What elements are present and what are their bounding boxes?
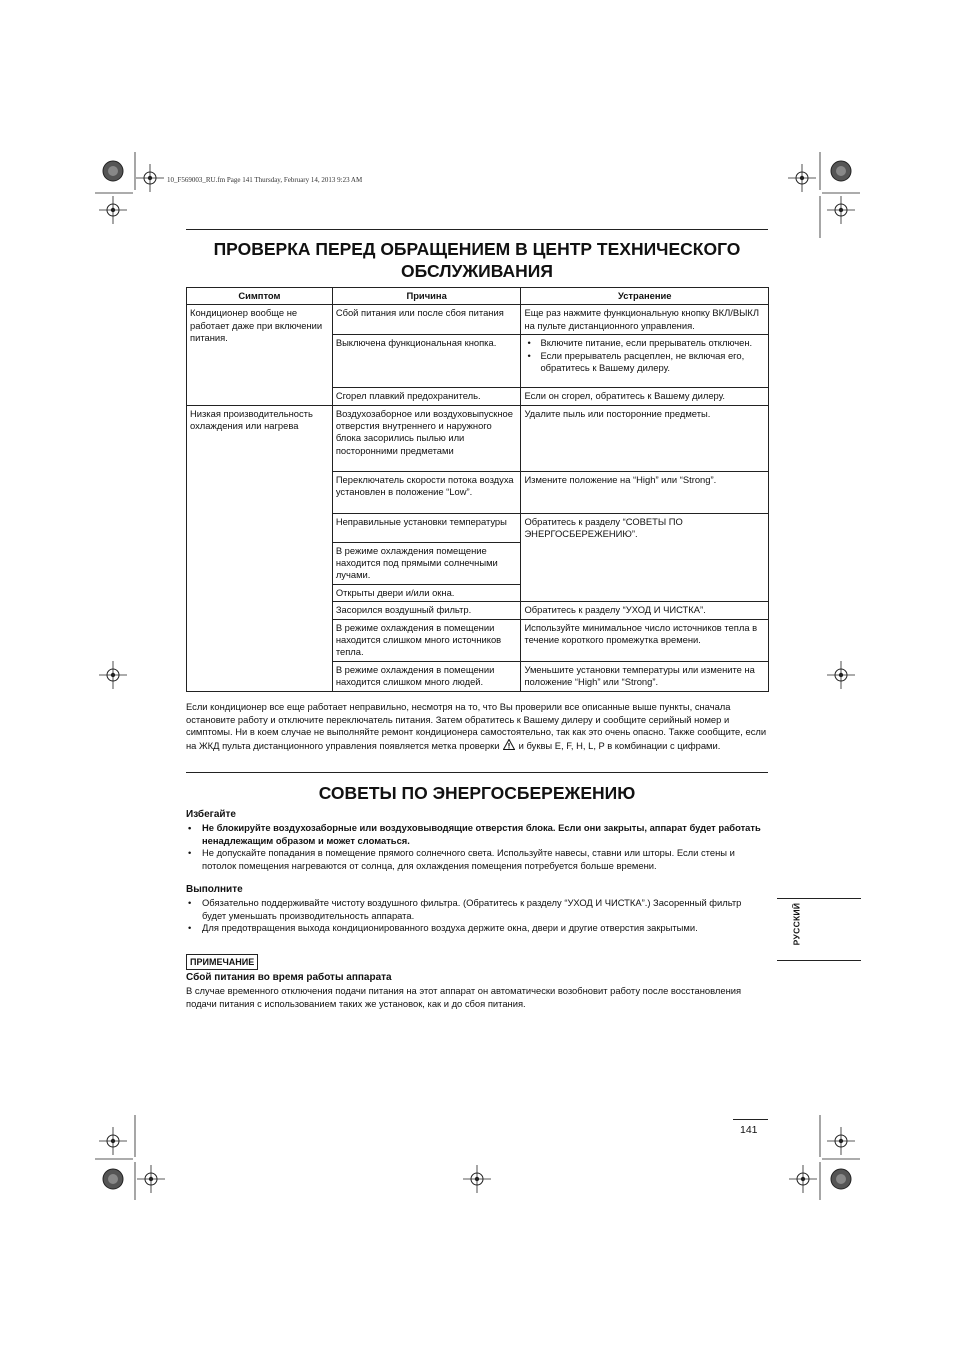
remedy-cell: Уменьшите установки температуры или измените на положение “High” или “Strong”. [521,661,769,691]
cause-cell: Воздухозаборное или воздуховыпускное отверстия внутреннего и наружного блока засорились пылью или посторонними предметами [332,405,521,471]
cause-cell: В режиме охлаждения помещение находится под прямыми солнечными лучами. [332,542,521,584]
symptom-cell: Кондиционер вообще не работает даже при включении питания. [187,305,333,405]
do-item: • Обязательно поддерживайте чистоту воздушного фильтра. (Обратитесь к разделу “УХОД И ЧИСТКА”.) Засоренный фильтр будет уменьшать производительность аппарата. [186,897,768,922]
note-label: ПРИМЕЧАНИЕ [186,954,258,970]
section1-title [186,238,768,282]
cause-cell: Сбой питания или после сбоя питания [332,305,521,335]
do-list [186,897,768,935]
cause-cell: Выключена функциональная кнопка. [332,335,521,388]
avoid-item: • Не блокируйте воздухозаборные или воздуховыводящие отверстия блока. Если они закрыты, аппарат будет работать ненадлежащим образом и может сломаться. [186,822,768,847]
after-table-text-b: и буквы E, F, H, L, P в комбинации с цифрами. [518,739,721,751]
cause-cell: Переключатель скорости потока воздуха установлен в положение “Low”. [332,471,521,513]
table-row [187,405,769,471]
section2-title: СОВЕТЫ ПО ЭНЕРГОСБЕРЕЖЕНИЮ [318,783,636,803]
table-row [187,305,769,335]
section1-title-line1: ПРОВЕРКА ПЕРЕД ОБРАЩЕНИЕМ В ЦЕНТР ТЕХНИЧЕСКОГО [213,239,741,259]
after-table-text-a: Если кондиционер все еще работает неправильно, несмотря на то, что Вы проверили все описанные выше пункты, сначала остановите работу и отключите переключатель питания. Затем обратитесь к Вашему дилеру и сообщите серийный номер и симптомы. Ни в коем случае не выполняйте ремонт кондиционера самостоятельно, так как это очень опасно. Также сообщите, если на ЖКД пульта дистанционного управления появляется метка проверки [186,701,767,751]
warning-icon [503,739,515,750]
section1-title-line2: ОБСЛУЖИВАНИЯ [401,261,553,281]
top-rule [186,229,768,230]
cause-cell: Неправильные установки температуры [332,513,521,542]
note-heading: Сбой питания во время работы аппарата [186,972,392,983]
header-symptom: Симптом [187,288,333,305]
do-heading: Выполните [186,884,243,895]
table-header-row [187,288,769,305]
language-tab [777,898,861,961]
remedy-cell: Удалите пыль или посторонние предметы. [521,405,769,471]
note-text: В случае временного отключения подачи питания на этот аппарат он автоматически возобновит работу после восстановления подачи питания с использованием таких же установок, как и до сбоя питания. [186,985,742,1009]
avoid-list [186,822,768,872]
avoid-heading: Избегайте [186,809,236,820]
remedy-cell: Обратитесь к разделу “УХОД И ЧИСТКА”. [521,602,769,619]
avoid-item: • Не допускайте попадания в помещение прямого солнечного света. Используйте навесы, ставни или шторы. Если стены и потолок помещения нагреваются от солнца, для охлаждения помещения потребуется больше времени. [186,847,768,872]
do-item: • Для предотвращения выхода кондиционированного воздуха держите окна, двери и другие отверстия закрытыми. [186,922,768,935]
header-cause: Причина [332,288,521,305]
page-number-rule [733,1119,768,1120]
troubleshooting-table [186,287,769,692]
symptom-cell: Низкая производительность охлаждения или нагрева [187,405,333,691]
section-divider [186,772,768,773]
cause-cell: Сгорел плавкий предохранитель. [332,388,521,405]
cause-cell: В режиме охлаждения в помещении находится слишком много людей. [332,661,521,691]
cause-cell: Открыты двери и/или окна. [332,584,521,601]
remedy-cell: Используйте минимальное число источников тепла в течение короткого промежутка времени. [521,619,769,661]
remedy-cell [521,335,769,388]
file-info-header: 10_F569003_RU.fm Page 141 Thursday, February 14, 2013 9:23 AM [167,176,363,184]
remedy-cell: Если он сгорел, обратитесь к Вашему дилеру. [521,388,769,405]
remedy-item: • Включите питание, если прерыватель отключен. [524,337,765,349]
page-number: 141 [740,1124,758,1136]
remedy-cell: Обратитесь к разделу “СОВЕТЫ ПО ЭНЕРГОСБЕРЕЖЕНИЮ”. [521,513,769,602]
remedy-cell: Еще раз нажмите функциональную кнопку ВКЛ/ВЫКЛ на пульте дистанционного управления. [521,305,769,335]
header-remedy: Устранение [521,288,769,305]
after-table-paragraph [186,701,768,752]
cause-cell: Засорился воздушный фильтр. [332,602,521,619]
language-tab-label: РУССКИЙ [791,902,802,946]
cause-cell: В режиме охлаждения в помещении находится слишком много источников тепла. [332,619,521,661]
remedy-item: • Если прерыватель расцеплен, не включая его, обратитесь к Вашему дилеру. [524,350,765,375]
remedy-cell: Измените положение на “High” или “Strong”. [521,471,769,513]
